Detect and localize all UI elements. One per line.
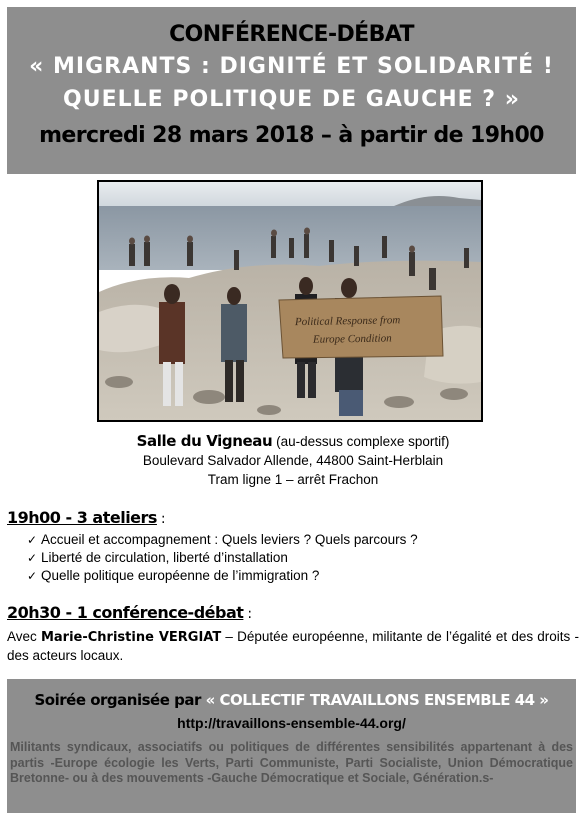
venue-transport: Tram ligne 1 – arrêt Frachon [207, 472, 379, 487]
venue-address: Boulevard Salvador Allende, 44800 Saint-Herblain [142, 453, 444, 468]
conference-title: 20h30 - 1 conférence-débat [7, 603, 244, 622]
photo-illustration [99, 182, 481, 420]
check-icon: ✓ [27, 533, 38, 547]
venue-note: (au-dessus complexe sportif) [272, 434, 450, 449]
check-icon: ✓ [27, 551, 38, 565]
organizer-prefix: Soirée organisée par [34, 691, 206, 709]
speaker-description: – Députée européenne, militante de l’égalité et des droits - des acteurs locaux. [7, 629, 579, 663]
organizer-description: Militants syndicaux, associatifs ou politiques de différentes sensibilités appartenant à des partis -Europe écologie les Verts, Parti Communiste, Parti Socialiste, Union Démocratique Bretonne- ou à des mouvements -Gauche Démocratique et Sociale, Génération.s- [10, 740, 573, 785]
footer-banner [7, 679, 576, 813]
event-type: CONFÉRENCE-DÉBAT [169, 22, 414, 47]
event-title-line1: « MIGRANTS : DIGNITÉ ET SOLIDARITÉ ! [29, 54, 554, 79]
sign-text-line2: Europe Condition [312, 332, 392, 346]
organizer-line [10, 689, 573, 711]
header-banner [7, 7, 576, 174]
venue-name: Salle du Vigneau [136, 432, 273, 450]
list-item [27, 531, 579, 549]
organizer-name: « COLLECTIF TRAVAILLONS ENSEMBLE 44 » [205, 691, 549, 709]
workshops-title: 19h00 - 3 ateliers [7, 508, 157, 527]
workshops-section [7, 508, 579, 585]
conference-section [7, 603, 579, 665]
workshops-list [7, 531, 579, 585]
conference-description [7, 628, 579, 665]
event-title-line2: QUELLE POLITIQUE DE GAUCHE ? » [63, 87, 520, 112]
migrants-photo [97, 180, 483, 422]
sign-text-line1: Political Response from [294, 314, 401, 329]
workshop-label: Liberté de circulation, liberté d’installation [41, 550, 288, 565]
workshop-label: Accueil et accompagnement : Quels leviers ? Quels parcours ? [41, 532, 418, 547]
list-item [27, 549, 579, 567]
check-icon: ✓ [27, 569, 38, 583]
workshops-colon: : [156, 511, 166, 527]
speaker-name: Marie-Christine VERGIAT [40, 630, 222, 645]
list-item [27, 567, 579, 585]
venue-block [0, 432, 586, 489]
conference-colon: : [243, 606, 252, 622]
conference-prefix: Avec [7, 629, 41, 644]
workshop-label: Quelle politique européenne de l’immigration ? [41, 568, 320, 583]
event-date: mercredi 28 mars 2018 – à partir de 19h00 [39, 123, 544, 148]
organizer-url[interactable]: http://travaillons-ensemble-44.org/ [177, 715, 406, 731]
